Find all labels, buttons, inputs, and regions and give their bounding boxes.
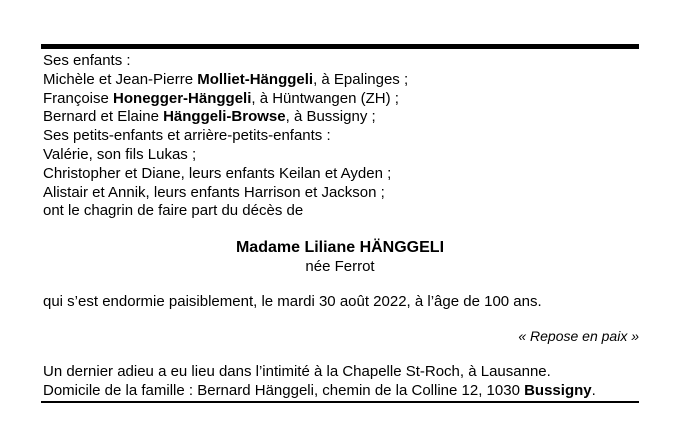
- family-surname: Molliet-Hänggeli: [197, 70, 314, 88]
- family-list: [41, 52, 639, 221]
- death-statement: qui s’est endormie paisiblement, le mardi 30 août 2022, à l’âge de 100 ans.: [43, 293, 542, 311]
- funeral-info: Un dernier adieu a eu lieu dans l’intimité à la Chapelle St-Roch, à Lausanne.: [43, 363, 551, 381]
- top-rule: [41, 44, 639, 49]
- deceased-name: Madame Liliane HÄNGGELI: [235, 239, 445, 257]
- address-town: Bussigny: [524, 381, 592, 399]
- epitaph: « Repose en paix »: [518, 328, 639, 345]
- family-line: [43, 71, 639, 90]
- family-line: [43, 52, 639, 71]
- family-surname: Hänggeli-Browse: [163, 108, 286, 126]
- family-text: Ses petits-enfants et arrière-petits-enfants :: [43, 127, 331, 145]
- family-text: Christopher et Diane, leurs enfants Keilan et Ayden ;: [43, 164, 392, 182]
- maiden-name: née Ferrot: [305, 258, 375, 276]
- deceased-block: [41, 238, 639, 276]
- family-surname: Honegger-Hänggeli: [113, 89, 252, 107]
- family-text: Françoise: [43, 89, 114, 107]
- family-text: Ses enfants :: [43, 52, 131, 69]
- family-text: Michèle et Jean-Pierre: [43, 70, 198, 88]
- bottom-rule: [41, 401, 639, 403]
- family-line: [43, 127, 639, 146]
- family-address: [43, 382, 639, 401]
- death-notice: [41, 44, 639, 403]
- family-text: Valérie, son fils Lukas ;: [43, 145, 197, 163]
- family-line: [43, 165, 639, 184]
- family-text: , à Hüntwangen (ZH) ;: [251, 89, 399, 107]
- family-text: , à Bussigny ;: [285, 108, 376, 126]
- family-text: ont le chagrin de faire part du décès de: [43, 202, 304, 220]
- family-line: [43, 184, 639, 203]
- address-text: Domicile de la famille : Bernard Hänggeli, chemin de la Colline 12, 1030: [43, 381, 525, 399]
- family-text: Bernard et Elaine: [43, 108, 164, 126]
- family-line: [43, 202, 639, 221]
- family-line: [43, 146, 639, 165]
- family-line: [43, 108, 639, 127]
- address-end: .: [591, 381, 596, 399]
- family-line: [43, 90, 639, 109]
- family-text: , à Epalinges ;: [313, 70, 409, 88]
- family-text: Alistair et Annik, leurs enfants Harrison et Jackson ;: [43, 183, 385, 201]
